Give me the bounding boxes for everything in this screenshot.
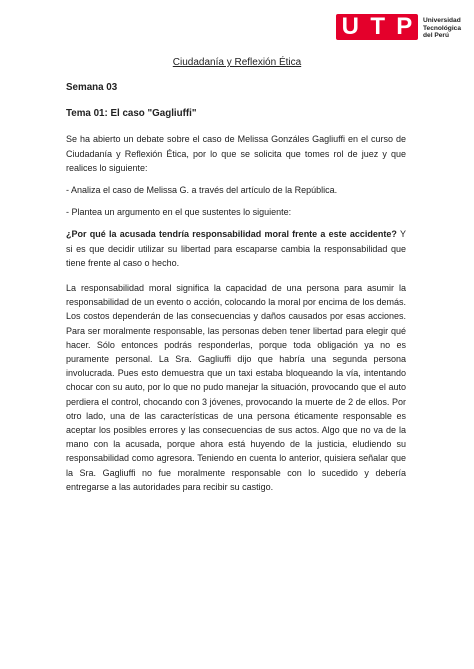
- utp-logo: [336, 14, 461, 40]
- logo-text: [423, 14, 461, 40]
- logo-text-line2: Tecnológica: [423, 24, 461, 32]
- bullet-argument: - Plantea un argumento en el que sustentes lo siguiente:: [66, 207, 292, 218]
- question-rest: Y si es que decidir utilizar su libertad para escaparse cambia la responsabilidad que tiene frente al caso o hecho.: [66, 229, 406, 268]
- intro-paragraph: Se ha abierto un debate sobre el caso de Melissa Gonzáles Gagliuffi en el curso de Ciudadanía y Reflexión Ética, por lo que se solicita que tomes rol de juez y que realices lo siguiente:: [66, 134, 406, 173]
- week-heading: Semana 03: [66, 82, 118, 93]
- logo-letter-u: U: [341, 13, 359, 40]
- logo-text-line3: del Perú: [423, 32, 450, 40]
- document-body: [66, 81, 406, 502]
- logo-text-line1: Universidad: [423, 17, 461, 24]
- logo-letter-p: P: [396, 13, 413, 40]
- question-bold: ¿Por qué la acusada tendría responsabilidad moral frente a este accidente?: [66, 229, 397, 240]
- utp-logo-mark: [336, 14, 418, 40]
- logo-letter-t: T: [370, 13, 385, 40]
- course-title: Ciudadanía y Reflexión Ética: [172, 57, 302, 68]
- answer-paragraph: La responsabilidad moral significa la capacidad de una persona para asumir la responsabilidad de un evento o acción, colocando la moral por encima de los demás. Los costos dependerán de las consecuencias y daños causados por esas acciones. Para ser moralmente responsable, las personas deben tener libertad para elegir qué hacer. Sólo entonces podrás responderlas, porque toda obligación ya no es puramente personal. La Sra. Gagliuffi dijo que habría una segunda persona involucrada. Pues esto demuestra que un taxi estaba bloqueando la vía, intentando chocar con su auto, por lo que no pudo manejar la situación, provocando que el auto perdiera el control, chocando con 3 jóvenes, provocando la muerte de 2 de ellos. Por otro lado, una de las características de una persona éticamente responsable es aceptar los posibles errores y las consecuencias de sus actos. Algo que no va de la mano con la acusada, porque ahora está huyendo de la justicia, eludiendo su responsabilidad como agresora. Teniendo en cuenta lo anterior, quisiera señalar que la Sra. Gagliuffi no fue moralmente responsable con lo sucedido y debería entregarse a las autoridades para recibir su castigo.: [66, 283, 406, 492]
- question-paragraph: [66, 227, 406, 270]
- topic-heading: Tema 01: El caso "Gagliuffi": [66, 108, 197, 120]
- bullet-analyze: - Analiza el caso de Melissa G. a través del artículo de la República.: [66, 185, 338, 196]
